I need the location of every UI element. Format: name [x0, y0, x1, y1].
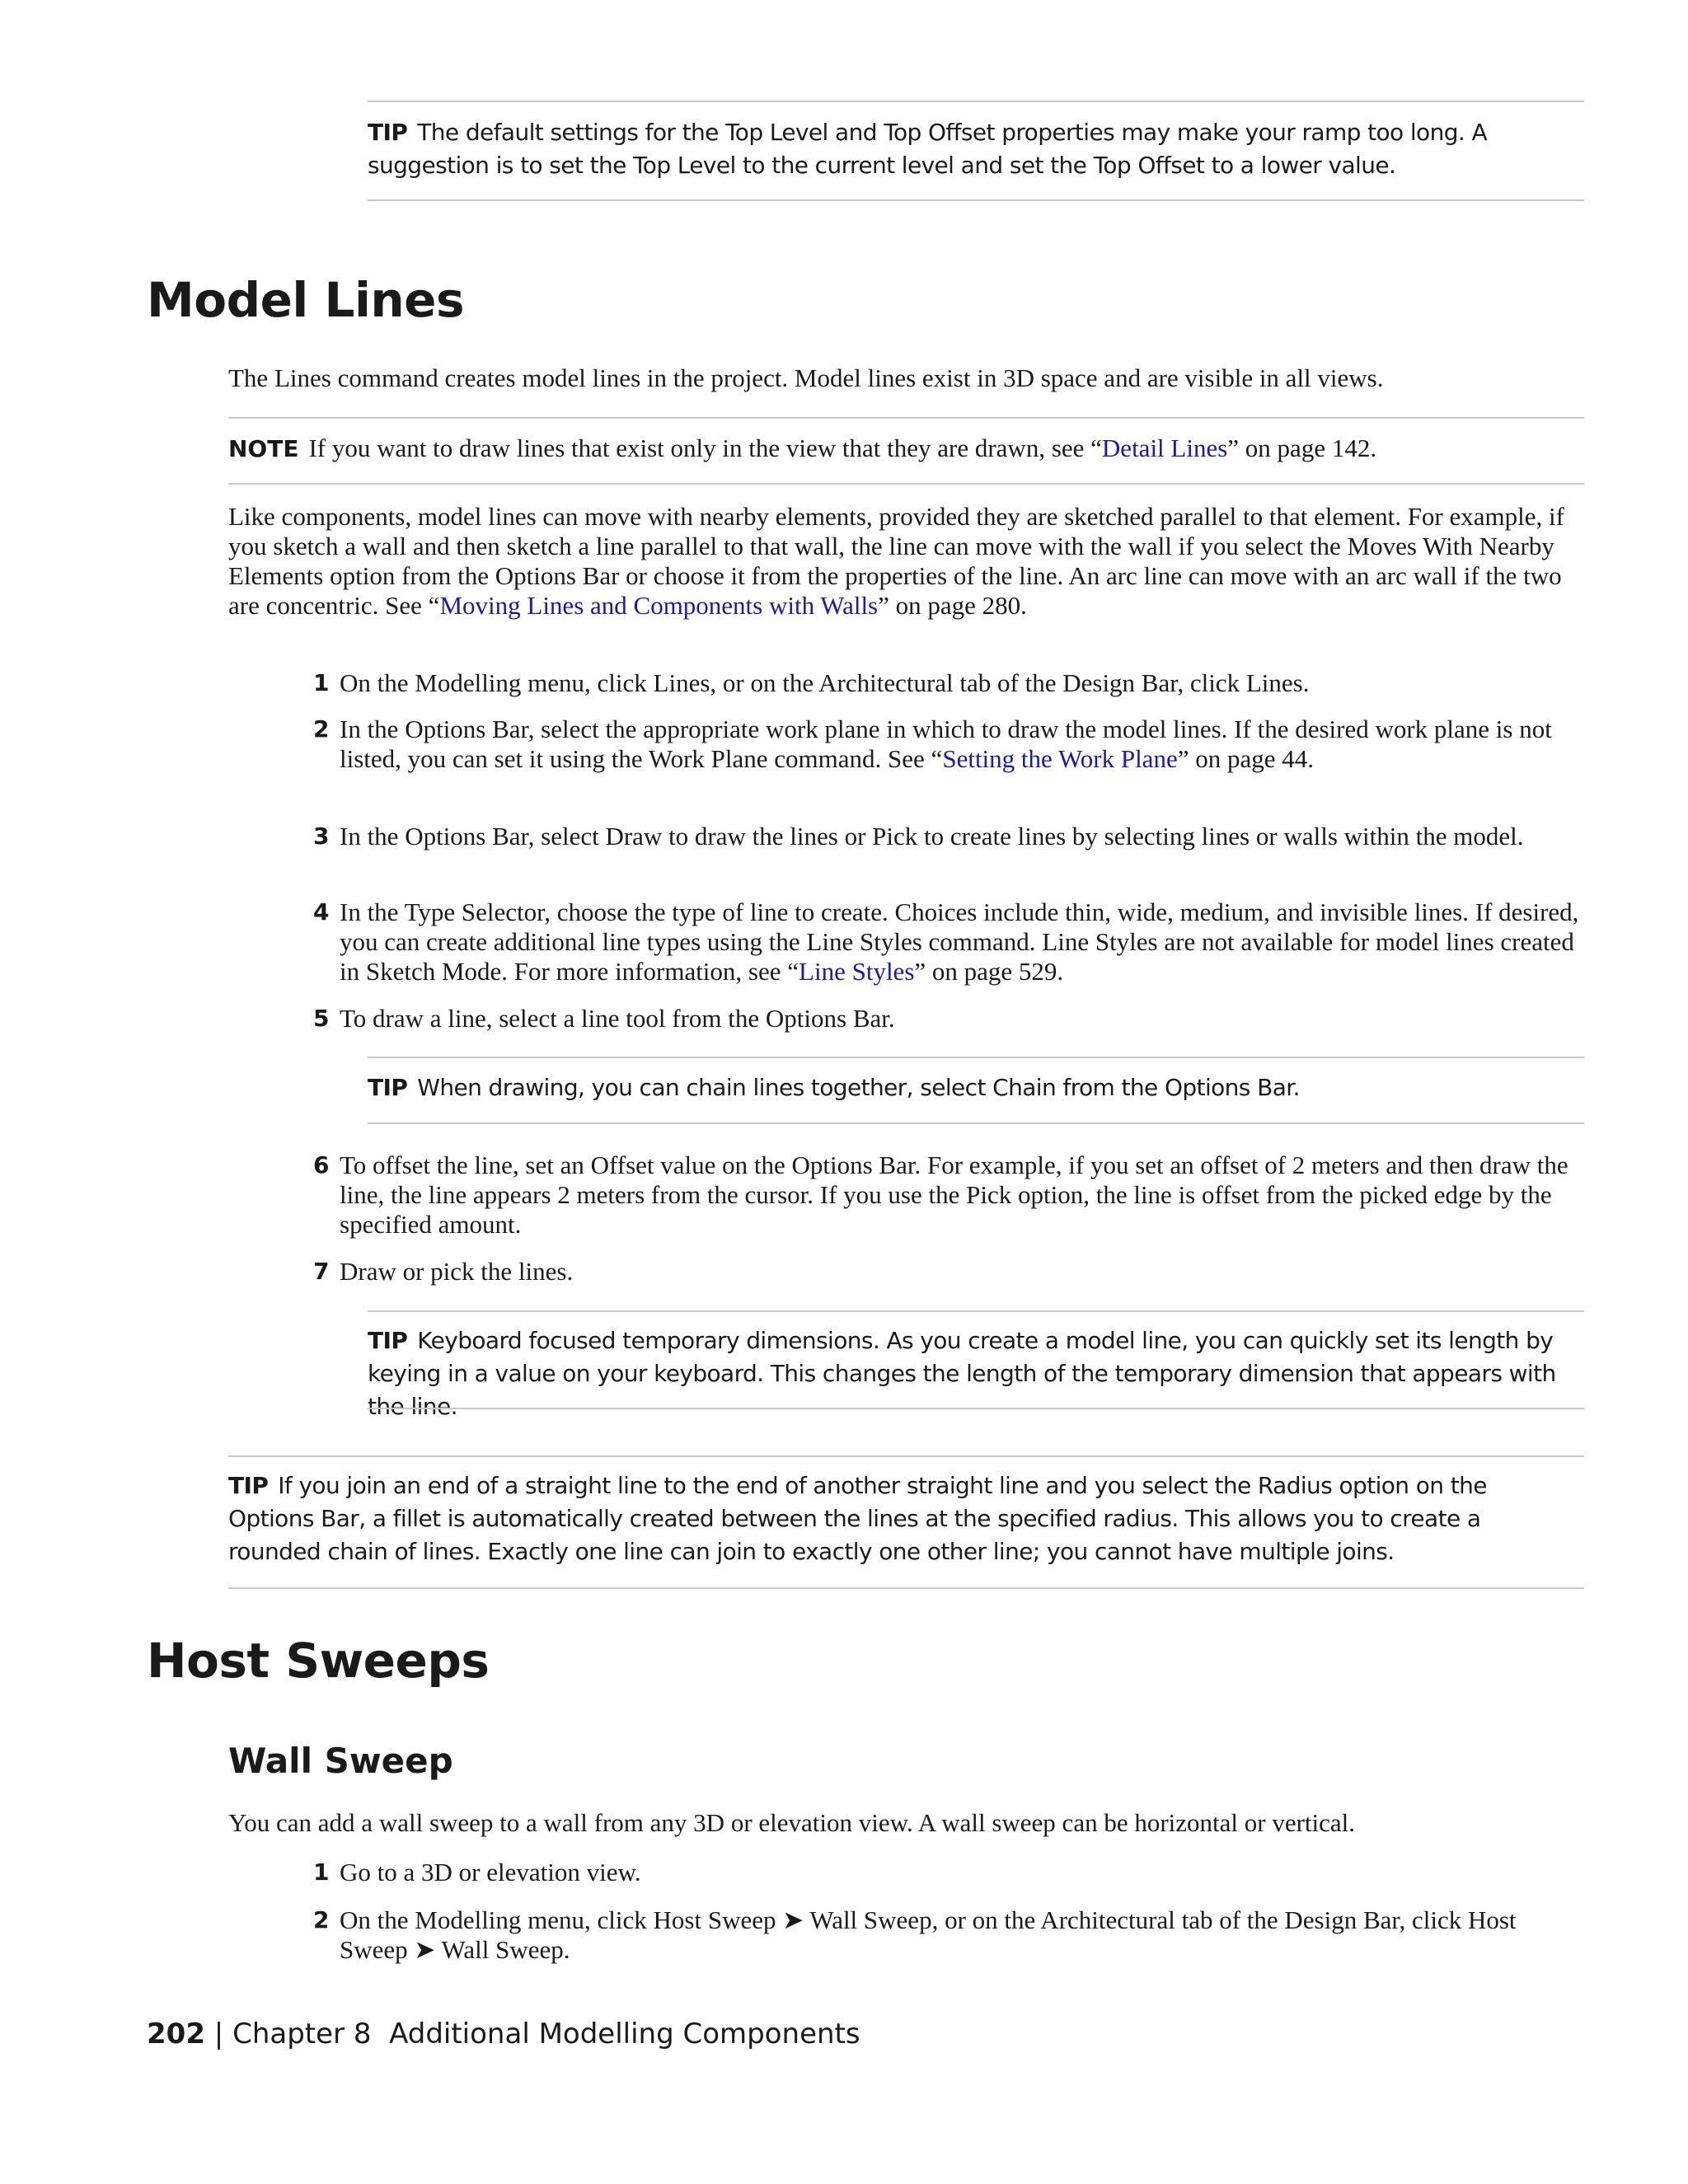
footer-title: Additional Modelling Components — [389, 2018, 860, 2050]
link-setting-work-plane[interactable]: Setting the Work Plane — [942, 744, 1178, 773]
tip-chain-rule — [368, 1122, 1584, 1124]
list-item: 1 Go to a 3D or elevation view. — [313, 1858, 641, 1886]
list-item: 4 In the Type Selector, choose the type of line to create. Choices include thin, wide, medium, and invisible lines. If desired, you can create additional line types using the Line Styles command. Line Styles are not available for model lines created in Sketch Mode. For more information, see “Line Styles” on page 529. — [313, 898, 1579, 986]
tip-label: TIP — [368, 119, 408, 146]
tip-chain: TIP When drawing, you can chain lines together, select Chain from the Options Bar. — [368, 1074, 1300, 1101]
footer-chapter: Chapter 8 — [232, 2018, 372, 2050]
footer-separator: | — [213, 2018, 224, 2050]
list-item: 7 Draw or pick the lines. — [313, 1257, 574, 1286]
model-lines-intro: The Lines command creates model lines in the project. Model lines exist in 3D space and are visible in all views. — [228, 363, 1384, 392]
tip-keyboard-rule — [368, 1408, 1584, 1409]
model-lines-paragraph: Like components, model lines can move with nearby elements, provided they are sketched parallel to that element. For example, if you sketch a wall and then sketch a line parallel to that wall, the line can move with the wall if you select the Moves With Nearby Elements option from the Options Bar or choose it from the properties of the line. An arc line can move with an arc wall if the two are concentric. See “Moving Lines and Components with Walls” on page 280. — [228, 502, 1564, 620]
tip-text: The default settings for the Top Level and Top Offset properties may make your ramp too long. A suggestion is to set the Top Level to the current level and set the Top Offset to a lower value. — [368, 119, 1488, 179]
heading-host-sweeps: Host Sweeps — [147, 1633, 490, 1689]
list-item: 6 To offset the line, set an Offset value on the Options Bar. For example, if you set an offset of 2 meters and then draw the line, the line appears 2 meters from the cursor. If you use the Pick option, the line is offset from the picked edge by the specified amount. — [313, 1151, 1568, 1239]
page-number: 202 — [147, 2018, 205, 2050]
note: NOTE If you want to draw lines that exist only in the view that they are drawn, see “Detail Lines” on page 142. — [228, 434, 1377, 462]
link-line-styles[interactable]: Line Styles — [799, 957, 915, 986]
note-text: If you want to draw lines that exist only in the view that they are drawn, see “ — [308, 434, 1102, 462]
tip-radius-rule — [228, 1455, 1584, 1457]
tip-radius-rule — [228, 1587, 1584, 1589]
note-rule — [228, 483, 1584, 485]
list-item: 2 On the Modelling menu, click Host Sweep ➤ Wall Sweep, or on the Architectural tab of the Design Bar, click Host Sweep ➤ Wall Sweep. — [313, 1905, 1517, 1964]
list-item: 3 In the Options Bar, select Draw to draw the lines or Pick to create lines by selecting lines or walls within the model. — [313, 822, 1524, 851]
page-footer — [147, 2018, 860, 2050]
list-item: 2 In the Options Bar, select the appropriate work plane in which to draw the model lines. If the desired work plane is not listed, you can set it using the Work Plane command. See “Setting the Work Plane” on page 44. — [313, 715, 1552, 773]
tip-keyboard: TIP Keyboard focused temporary dimensions. As you create a model line, you can quickly set its length by keying in a value on your keyboard. This changes the length of the temporary dimension that appears with the line. — [368, 1327, 1556, 1420]
link-moving-lines[interactable]: Moving Lines and Components with Walls — [439, 591, 879, 620]
tip-top-rule — [368, 101, 1584, 102]
heading-wall-sweep: Wall Sweep — [228, 1741, 453, 1781]
list-item: 5 To draw a line, select a line tool from the Options Bar. — [313, 1004, 895, 1033]
note-rule — [228, 417, 1584, 419]
list-item: 1 On the Modelling menu, click Lines, or on the Architectural tab of the Design Bar, click Lines. — [313, 668, 1310, 697]
tip-chain-rule — [368, 1057, 1584, 1058]
tip-radius: TIP If you join an end of a straight line to the end of another straight line and you select the Radius option on the Options Bar, a fillet is automatically created between the lines at the specified radius. This allows you to create a rounded chain of lines. Exactly one line can join to exactly one other line; you cannot have multiple joins. — [228, 1472, 1487, 1565]
tip-keyboard-rule — [368, 1310, 1584, 1312]
tip-top-rule — [368, 199, 1584, 201]
link-detail-lines[interactable]: Detail Lines — [1101, 434, 1228, 462]
tip-top — [368, 116, 1587, 182]
heading-model-lines: Model Lines — [147, 272, 464, 328]
note-label: NOTE — [228, 435, 299, 462]
wall-sweep-intro: You can add a wall sweep to a wall from any 3D or elevation view. A wall sweep can be horizontal or vertical. — [228, 1808, 1356, 1837]
